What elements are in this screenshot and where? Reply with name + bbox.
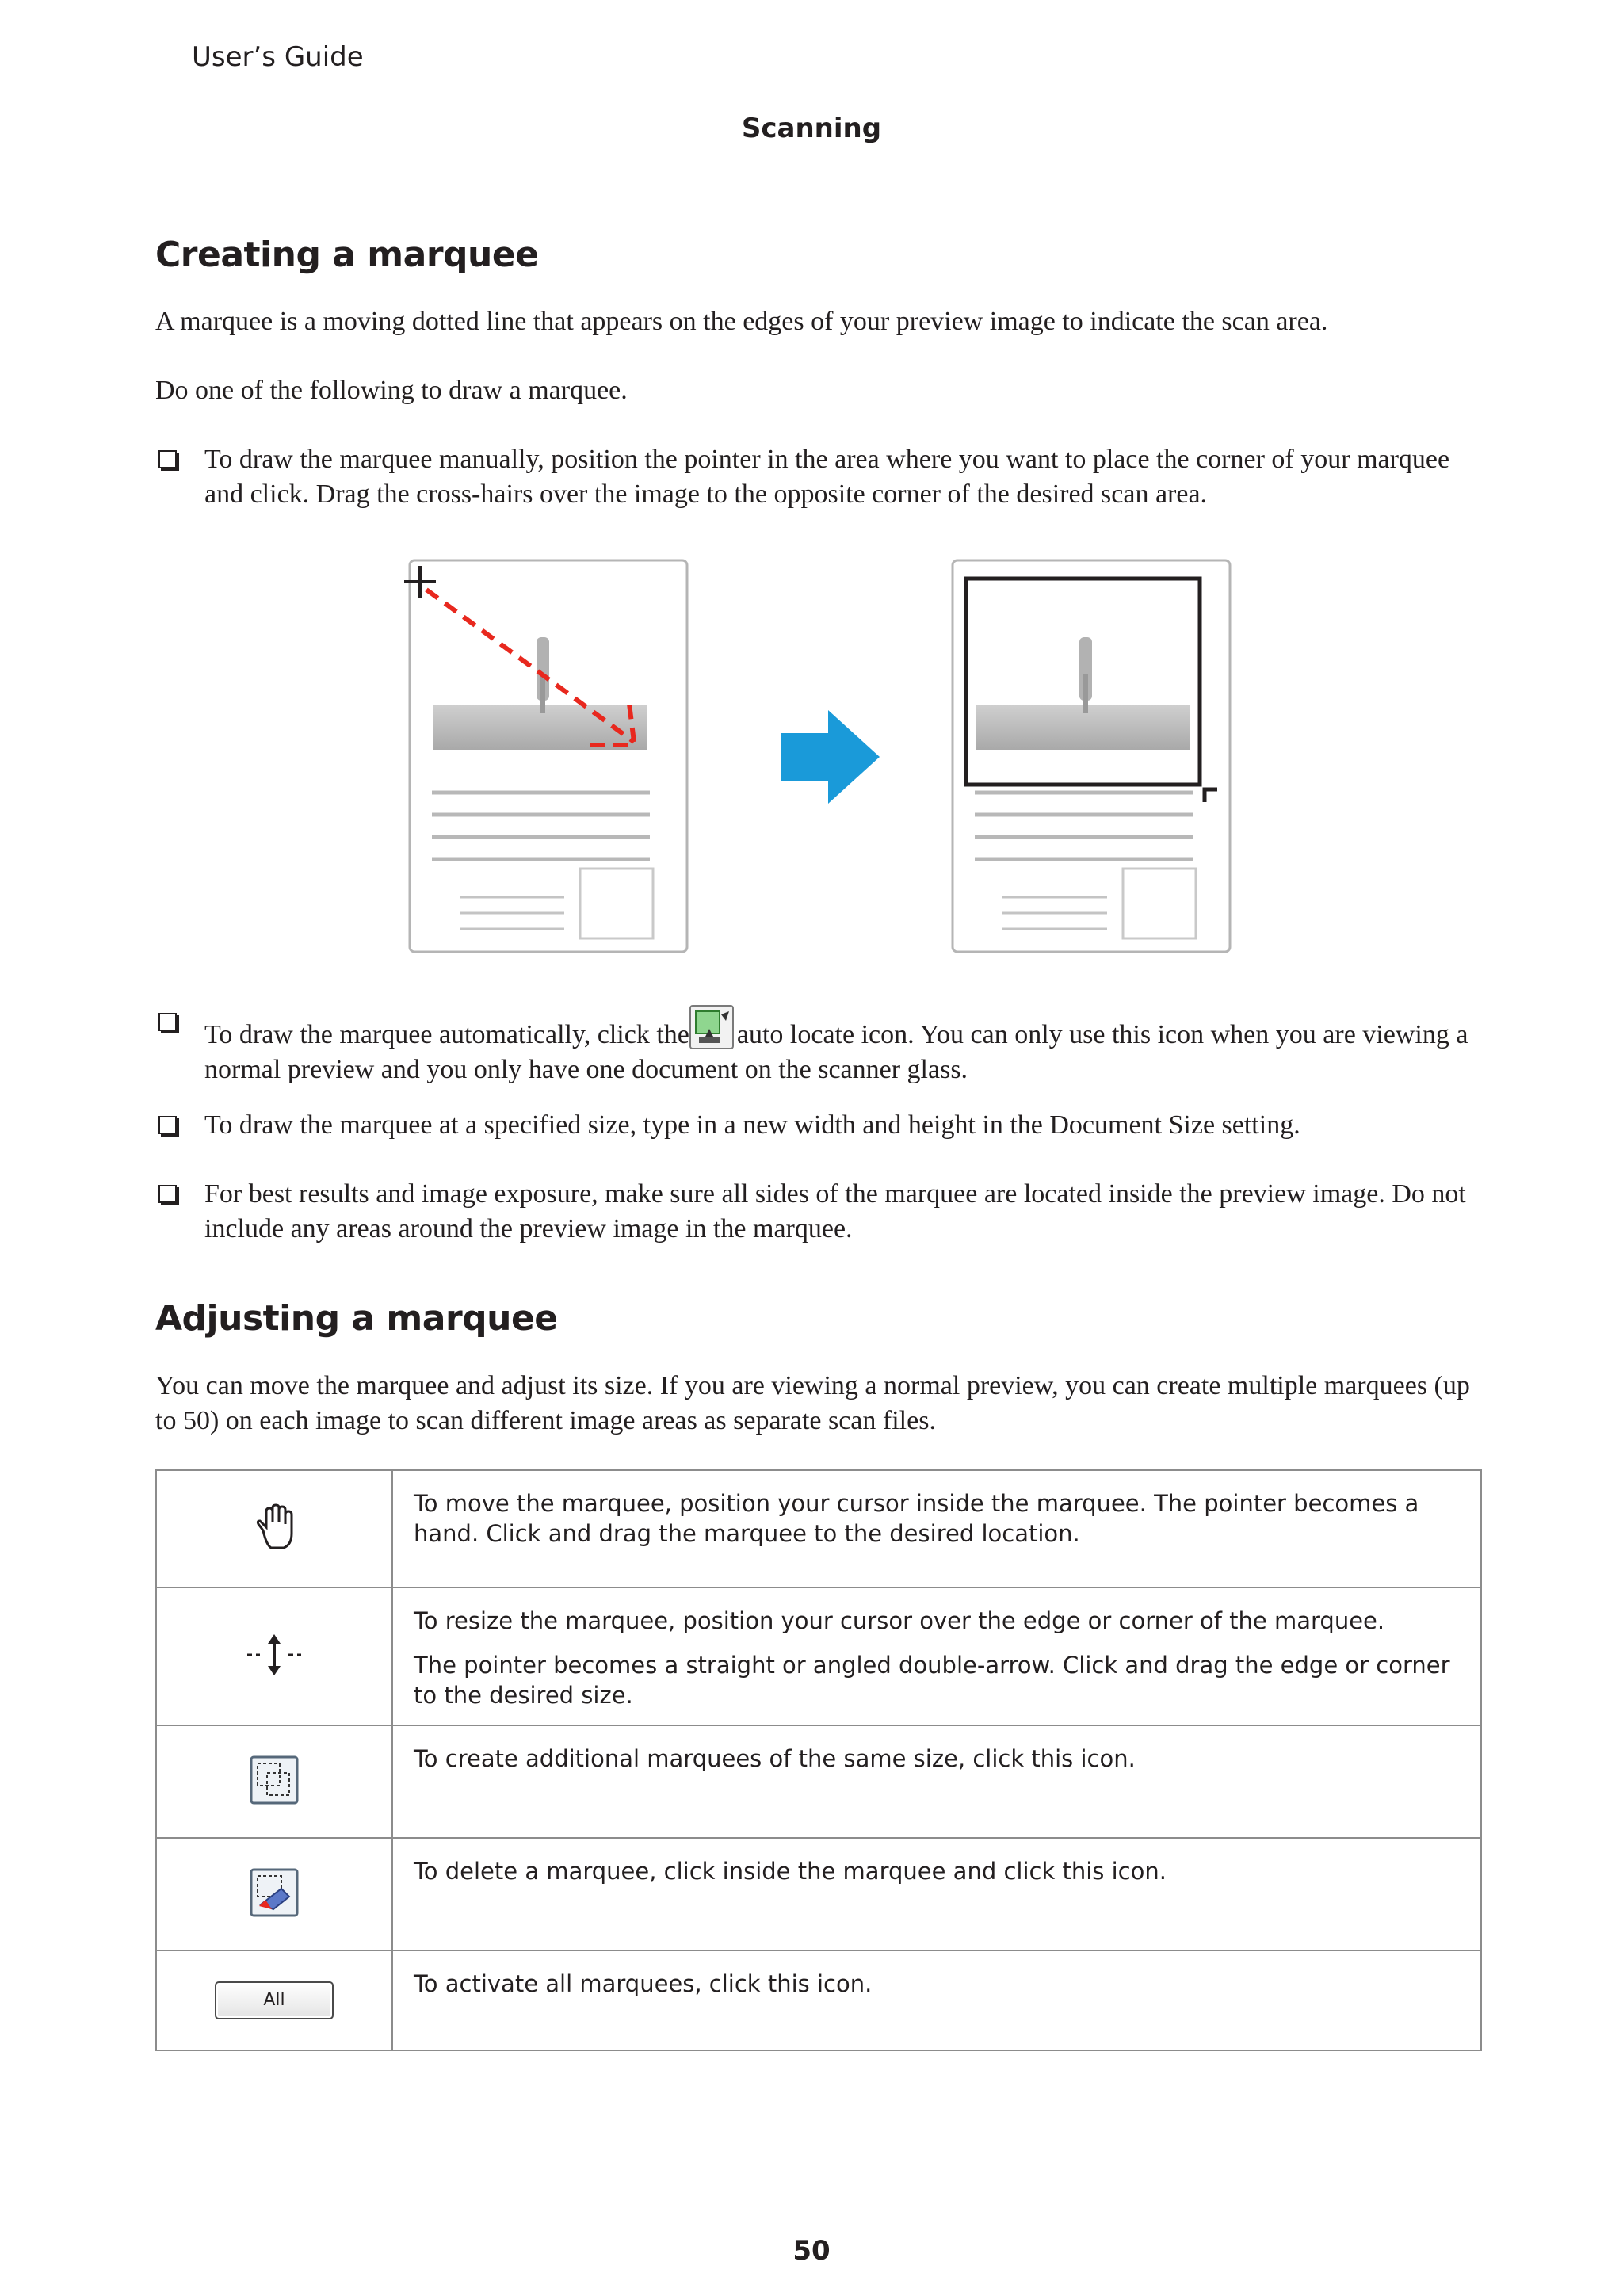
table-row	[156, 1725, 1481, 1838]
running-header-section: Scanning	[741, 113, 882, 144]
description-cell	[392, 1470, 1481, 1587]
auto-locate-icon[interactable]	[689, 1005, 734, 1049]
row-activate-all-text: To activate all marquees, click this icon.	[414, 1970, 873, 1997]
right-arrow-icon	[781, 710, 880, 804]
table-row	[156, 1950, 1481, 2050]
description-cell	[392, 1950, 1481, 2050]
heading-adjusting-marquee: Adjusting a marquee	[155, 1298, 558, 1339]
bullet-auto-before: To draw the marquee automatically, click the	[204, 1020, 689, 1049]
bullet-size-text: To draw the marquee at a specified size, type in a new width and height in the Document Size setting.	[204, 1110, 1300, 1140]
icon-cell	[156, 1725, 392, 1838]
adjusting-intro: You can move the marquee and adjust its size. If you are viewing a normal preview, you can create multiple marquees (up to 50) on each image to scan different image areas as separate scan files.	[155, 1371, 1470, 1435]
table-row	[156, 1838, 1481, 1950]
bullet-checkbox-icon	[158, 450, 177, 468]
creating-intro: A marquee is a moving dotted line that appears on the edges of your preview image to indicate the scan area.	[155, 307, 1328, 336]
bullet-size	[155, 1108, 1495, 1143]
all-button-icon[interactable]	[215, 1981, 334, 2019]
icon-cell	[156, 1950, 392, 2050]
bullet-auto-after: auto locate icon. You can only use this icon when you are viewing a normal preview and you only have one document on the scanner glass.	[204, 1020, 1468, 1084]
description-cell	[392, 1587, 1481, 1725]
bullet-manual-text: To draw the marquee manually, position the pointer in the area where you want to place the corner of your marquee and click. Drag the cross-hairs over the image to the opposite corner of the desired scan area.	[204, 445, 1450, 509]
delete-marquee-icon[interactable]	[250, 1868, 299, 1917]
bullet-auto	[155, 1005, 1495, 1087]
bullet-manual	[155, 442, 1495, 512]
preview-page-after-icon	[953, 560, 1230, 952]
icon-cell	[156, 1470, 392, 1587]
row-resize-text: To resize the marquee, position your cursor over the edge or corner of the marquee.	[414, 1607, 1385, 1634]
icon-cell	[156, 1838, 392, 1950]
bullet-best	[155, 1177, 1495, 1247]
bullet-auto-text	[204, 1005, 1495, 1087]
bullet-best-text: For best results and image exposure, make sure all sides of the marquee are located inside the preview image. Do not include any areas around the preview image in the marquee.	[204, 1179, 1466, 1244]
row-delete-text: To delete a marquee, click inside the marquee and click this icon.	[414, 1858, 1167, 1885]
page-number: 50	[792, 2235, 831, 2267]
bullet-checkbox-icon	[158, 1116, 177, 1134]
bullet-checkbox-icon	[158, 1013, 177, 1031]
running-header-guide: User’s Guide	[192, 41, 364, 73]
hand-cursor-icon	[249, 1502, 300, 1553]
creating-lead: Do one of the following to draw a marquee.	[155, 376, 628, 405]
row-resize-detail-text: The pointer becomes a straight or angled double-arrow. Click and drag the edge or corner to the desired size.	[414, 1652, 1450, 1709]
description-cell	[392, 1725, 1481, 1838]
marquee-tools-table	[155, 1469, 1482, 2051]
description-cell	[392, 1838, 1481, 1950]
icon-cell	[156, 1587, 392, 1725]
preview-page-before-icon	[404, 560, 687, 952]
bullet-checkbox-icon	[158, 1185, 177, 1203]
heading-creating-marquee: Creating a marquee	[155, 235, 539, 275]
row-duplicate-text: To create additional marquees of the same size, click this icon.	[414, 1745, 1136, 1772]
table-row	[156, 1470, 1481, 1587]
duplicate-marquee-icon[interactable]	[250, 1755, 299, 1805]
table-row	[156, 1587, 1481, 1725]
all-button-label: All	[263, 1990, 285, 2010]
marquee-illustration	[396, 555, 1244, 959]
double-arrow-cursor-icon	[242, 1631, 306, 1679]
row-move-text: To move the marquee, position your cursor inside the marquee. The pointer becomes a hand. Click and drag the marquee to the desired location.	[414, 1490, 1419, 1547]
